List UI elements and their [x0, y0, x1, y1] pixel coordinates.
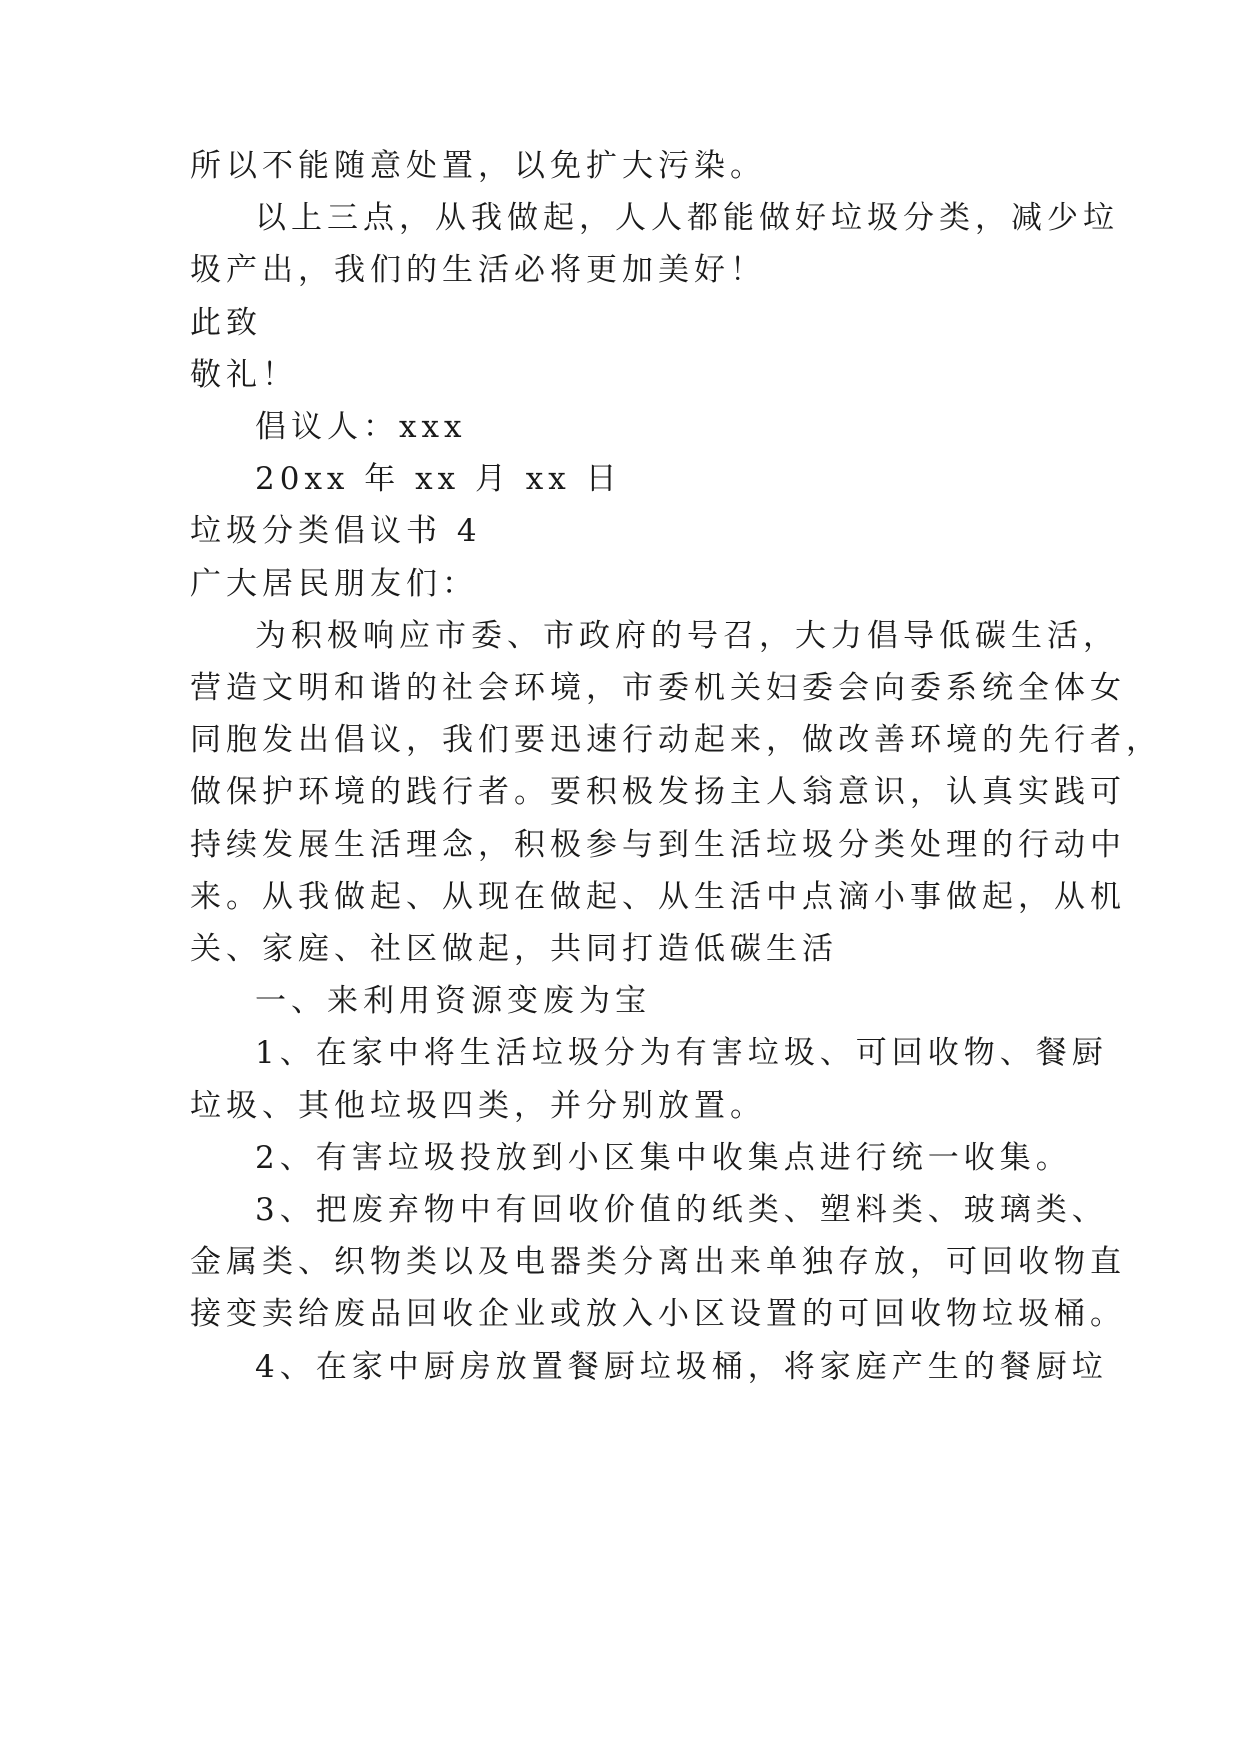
body-text-line: 同胞发出倡议，我们要迅速行动起来，做改善环境的先行者， — [190, 722, 1162, 758]
body-text-line: 垃圾、其他垃圾四类，并分别放置。 — [190, 1088, 766, 1124]
body-text-line: 来。从我做起、从现在做起、从生活中点滴小事做起，从机 — [190, 879, 1126, 915]
body-text-line: 敬礼！ — [190, 357, 298, 393]
body-text-line: 以上三点，从我做起，人人都能做好垃圾分类，减少垃 — [255, 200, 1119, 236]
body-text-line: 3、把废弃物中有回收价值的纸类、塑料类、玻璃类、 — [255, 1192, 1108, 1228]
body-text-line: 此致 — [190, 305, 262, 341]
body-text-line: 垃圾分类倡议书 4 — [190, 513, 482, 549]
body-text-line: 1、在家中将生活垃圾分为有害垃圾、可回收物、餐厨 — [255, 1035, 1108, 1071]
body-text-line: 4、在家中厨房放置餐厨垃圾桶，将家庭产生的餐厨垃 — [255, 1349, 1108, 1385]
body-text-line: 持续发展生活理念，积极参与到生活垃圾分类处理的行动中 — [190, 827, 1126, 863]
body-text-line: 广大居民朋友们： — [190, 566, 478, 602]
body-text-line: 金属类、织物类以及电器类分离出来单独存放，可回收物直 — [190, 1244, 1126, 1280]
body-text-line: 20xx 年 xx 月 xx 日 — [255, 461, 622, 497]
body-text-line: 做保护环境的践行者。要积极发扬主人翁意识，认真实践可 — [190, 774, 1126, 810]
body-text-line: 倡议人：xxx — [255, 409, 467, 445]
body-text-line: 所以不能随意处置，以免扩大污染。 — [190, 148, 766, 184]
body-text-line: 为积极响应市委、市政府的号召，大力倡导低碳生活， — [255, 618, 1119, 654]
body-text-line: 接变卖给废品回收企业或放入小区设置的可回收物垃圾桶。 — [190, 1296, 1126, 1332]
body-text-line: 2、有害垃圾投放到小区集中收集点进行统一收集。 — [255, 1140, 1072, 1176]
body-text-line: 营造文明和谐的社会环境，市委机关妇委会向委系统全体女 — [190, 670, 1126, 706]
body-text-line: 关、家庭、社区做起，共同打造低碳生活 — [190, 931, 838, 967]
body-text-line: 一、来利用资源变废为宝 — [255, 983, 651, 1019]
body-text-line: 圾产出，我们的生活必将更加美好！ — [190, 252, 766, 288]
